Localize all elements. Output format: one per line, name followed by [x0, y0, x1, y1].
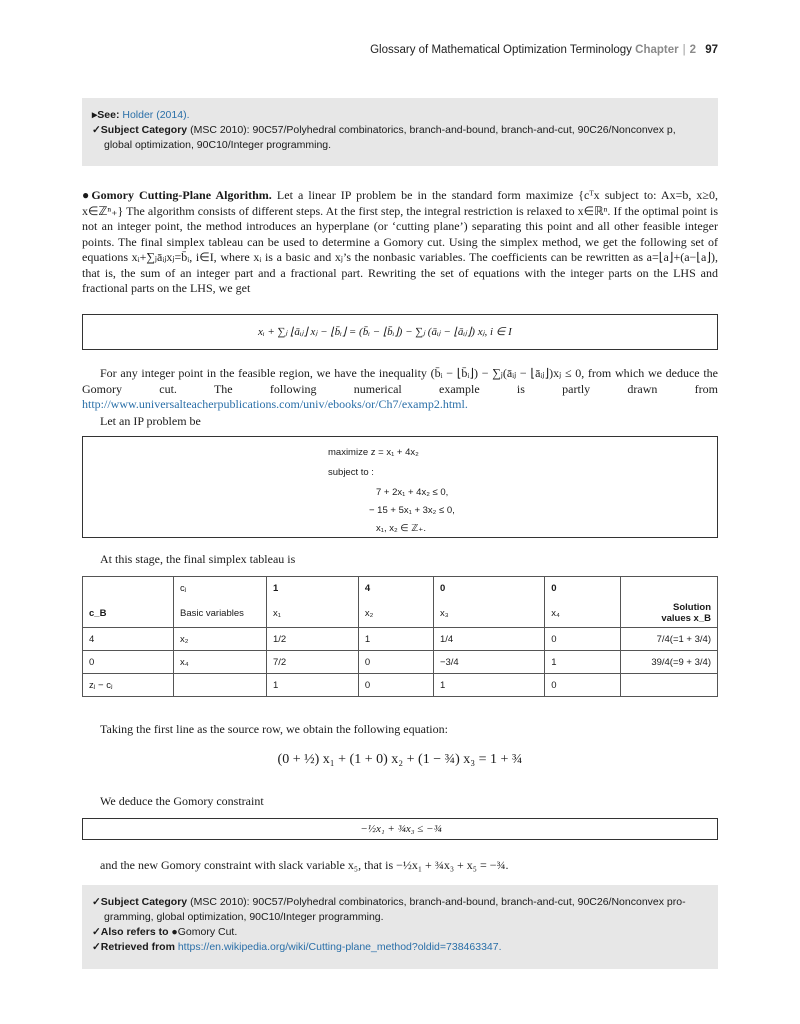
subject-text: (MSC 2010): 90C57/Polyhedral combinatorics, branch-and-bound, branch-and-cut, 90C26/Nonconvex p,	[190, 124, 676, 136]
gomory-text: Let a linear IP problem be in the standard form maximize {cᵀx subject to: Ax=b, x≥0, x∈ℤⁿ₊} The algorithm consists of different steps. At the first step, the integral restriction is relaxed to x∈ℝⁿ. If the optimal point is not an integer point, the method introduces an hyperplane (or ‘cutting plane’) separating this point and all other feasible integer points. The final simplex tableau can be used to determine a Gomory cut. Using the simplex method, we get the following set of equations xᵢ+∑ⱼāᵢⱼxⱼ=b̄ᵢ, i∈I, where xᵢ is a basic and xⱼ’s the nonbasic variables. The coefficients can be rewritten as a=⌊a⌋+(a−⌊a⌋), that is, the sum of an integer part and a fractional part. Rewriting the set of equations with the integer parts on the LHS and fractional parts on the LHS, we get	[82, 188, 719, 295]
z-row	[83, 674, 718, 697]
retrieved-url-link[interactable]: https://en.wikipedia.org/wiki/Cutting-plane_method?oldid=738463347.	[177, 941, 502, 953]
value-cell: 0	[545, 628, 621, 651]
basic-cell: x₂	[174, 628, 267, 651]
equation-box-integer-parts	[82, 314, 718, 350]
gomory-deduce-text: We deduce the Gomory constraint	[100, 794, 264, 808]
gomory-constraint: −½x₁ + ¾x₃ ≤ −¾	[360, 823, 442, 835]
cj-value-3: 0	[433, 577, 544, 600]
table-row	[83, 628, 718, 651]
solution-cell: 39/4(=9 + 3/4)	[621, 651, 718, 674]
ip-domain: x₁, x₂ ∈ ℤ₊.	[376, 523, 426, 534]
cb-cell: 4	[83, 628, 174, 651]
ip-problem-box	[82, 436, 718, 538]
solution-sub-label: values x_B	[661, 613, 711, 624]
cj-value-2: 4	[358, 577, 433, 600]
tableau-intro: At this stage, the final simplex tableau is	[100, 552, 296, 566]
basic-variables-label: Basic variables	[174, 599, 267, 628]
cj-row	[83, 577, 718, 600]
cj-label: cⱼ	[174, 577, 267, 600]
source-link[interactable]: http://www.universalteacherpublications.com/univ/ebooks/or/Ch7/examp2.html.	[82, 397, 468, 411]
gomory-constraint-box	[82, 818, 718, 840]
also-refers-label: ✓Also refers to	[92, 926, 169, 938]
value-cell: 1	[545, 651, 621, 674]
var-header-x3: x₃	[433, 599, 544, 628]
var-header-x4: x₄	[545, 599, 621, 628]
z-cell: 1	[267, 674, 359, 697]
solution-label: Solution	[673, 602, 711, 613]
solution-header	[621, 599, 718, 628]
z-cell: 0	[358, 674, 433, 697]
value-cell: 1/4	[433, 628, 544, 651]
running-header: Glossary of Mathematical Optimization Terminology Chapter | 2 97	[370, 44, 718, 56]
cj-value-4: 0	[545, 577, 621, 600]
also-refers-text: ●Gomory Cut.	[171, 926, 238, 938]
see-label: ▸See:	[92, 109, 120, 121]
value-cell: 1/2	[267, 628, 359, 651]
table-row	[83, 651, 718, 674]
cb-cell: 0	[83, 651, 174, 674]
cj-value-1: 1	[267, 577, 359, 600]
ip-objective: maximize z = x₁ + 4x₂	[328, 447, 419, 458]
var-header-x2: x₂	[358, 599, 433, 628]
header-chapter-num: 2	[689, 44, 696, 56]
equation-integer-parts: xᵢ + ∑ⱼ ⌊āᵢⱼ⌋ xⱼ − ⌊b̄ᵢ⌋ = (b̄ᵢ − ⌊b̄ᵢ⌋) − ∑ⱼ (āᵢⱼ − ⌊āᵢⱼ⌋) xⱼ, i ∈ I	[258, 326, 512, 338]
ip-constraint-1: 7 + 2x₁ + 4x₂ ≤ 0,	[376, 487, 449, 498]
retrieved-label: ✓Retrieved from	[92, 941, 175, 953]
basic-cell: x₄	[174, 651, 267, 674]
ip-subject-to: subject to :	[328, 467, 374, 478]
gomory-paragraph	[82, 188, 718, 297]
ip-constraint-2: − 15 + 5x₁ + 3x₂ ≤ 0,	[369, 505, 455, 516]
bottom-subject-label: ✓Subject Category	[92, 896, 188, 908]
term-heading: ●Gomory Cutting-Plane Algorithm.	[82, 188, 272, 202]
see-reference-link[interactable]: Holder (2014).	[122, 109, 190, 121]
value-cell: 1	[358, 628, 433, 651]
header-title: Glossary of Mathematical Optimization Terminology	[370, 44, 632, 56]
value-cell: −3/4	[433, 651, 544, 674]
top-reference-box	[82, 98, 718, 166]
bottom-subject-text-cont: gramming, global optimization, 90C10/Integer programming.	[104, 911, 384, 923]
cb-label: c_B	[83, 599, 174, 628]
ip-intro: Let an IP problem be	[100, 414, 201, 428]
z-cell: 1	[433, 674, 544, 697]
value-cell: 7/2	[267, 651, 359, 674]
source-row-equation: (0 + ½) x₁ + (1 + 0) x₂ + (1 − ¾) x₃ = 1 + ¾	[277, 752, 523, 767]
header-chapter: Chapter	[635, 44, 679, 56]
header-row	[83, 599, 718, 628]
z-cell: 0	[545, 674, 621, 697]
subject-text-cont: global optimization, 90C10/Integer programming.	[104, 139, 332, 151]
subject-label: ✓Subject Category	[92, 124, 188, 136]
inequality-paragraph	[82, 366, 718, 413]
inequality-text: For any integer point in the feasible region, we have the inequality (b̄ᵢ − ⌊b̄ᵢ⌋) − ∑ⱼ(āᵢⱼ − ⌊āᵢⱼ⌋)xⱼ ≤ 0, from which we deduce the Gomory cut. The following numerical example is partly drawn from	[82, 366, 718, 396]
simplex-tableau	[82, 576, 718, 697]
value-cell: 0	[358, 651, 433, 674]
source-row-text: Taking the first line as the source row, we obtain the following equation:	[100, 722, 448, 736]
bottom-subject-text: (MSC 2010): 90C57/Polyhedral combinatorics, branch-and-bound, branch-and-cut, 90C26/Nonconvex pro-	[190, 896, 686, 908]
var-header-x1: x₁	[267, 599, 359, 628]
slack-constraint-text: and the new Gomory constraint with slack variable x₅, that is −½x₁ + ¾x₃ + x₅ = −¾.	[100, 858, 509, 872]
solution-cell: 7/4(=1 + 3/4)	[621, 628, 718, 651]
z-label: zⱼ − cⱼ	[83, 674, 174, 697]
bottom-reference-box	[82, 885, 718, 969]
page-number: 97	[705, 44, 718, 56]
